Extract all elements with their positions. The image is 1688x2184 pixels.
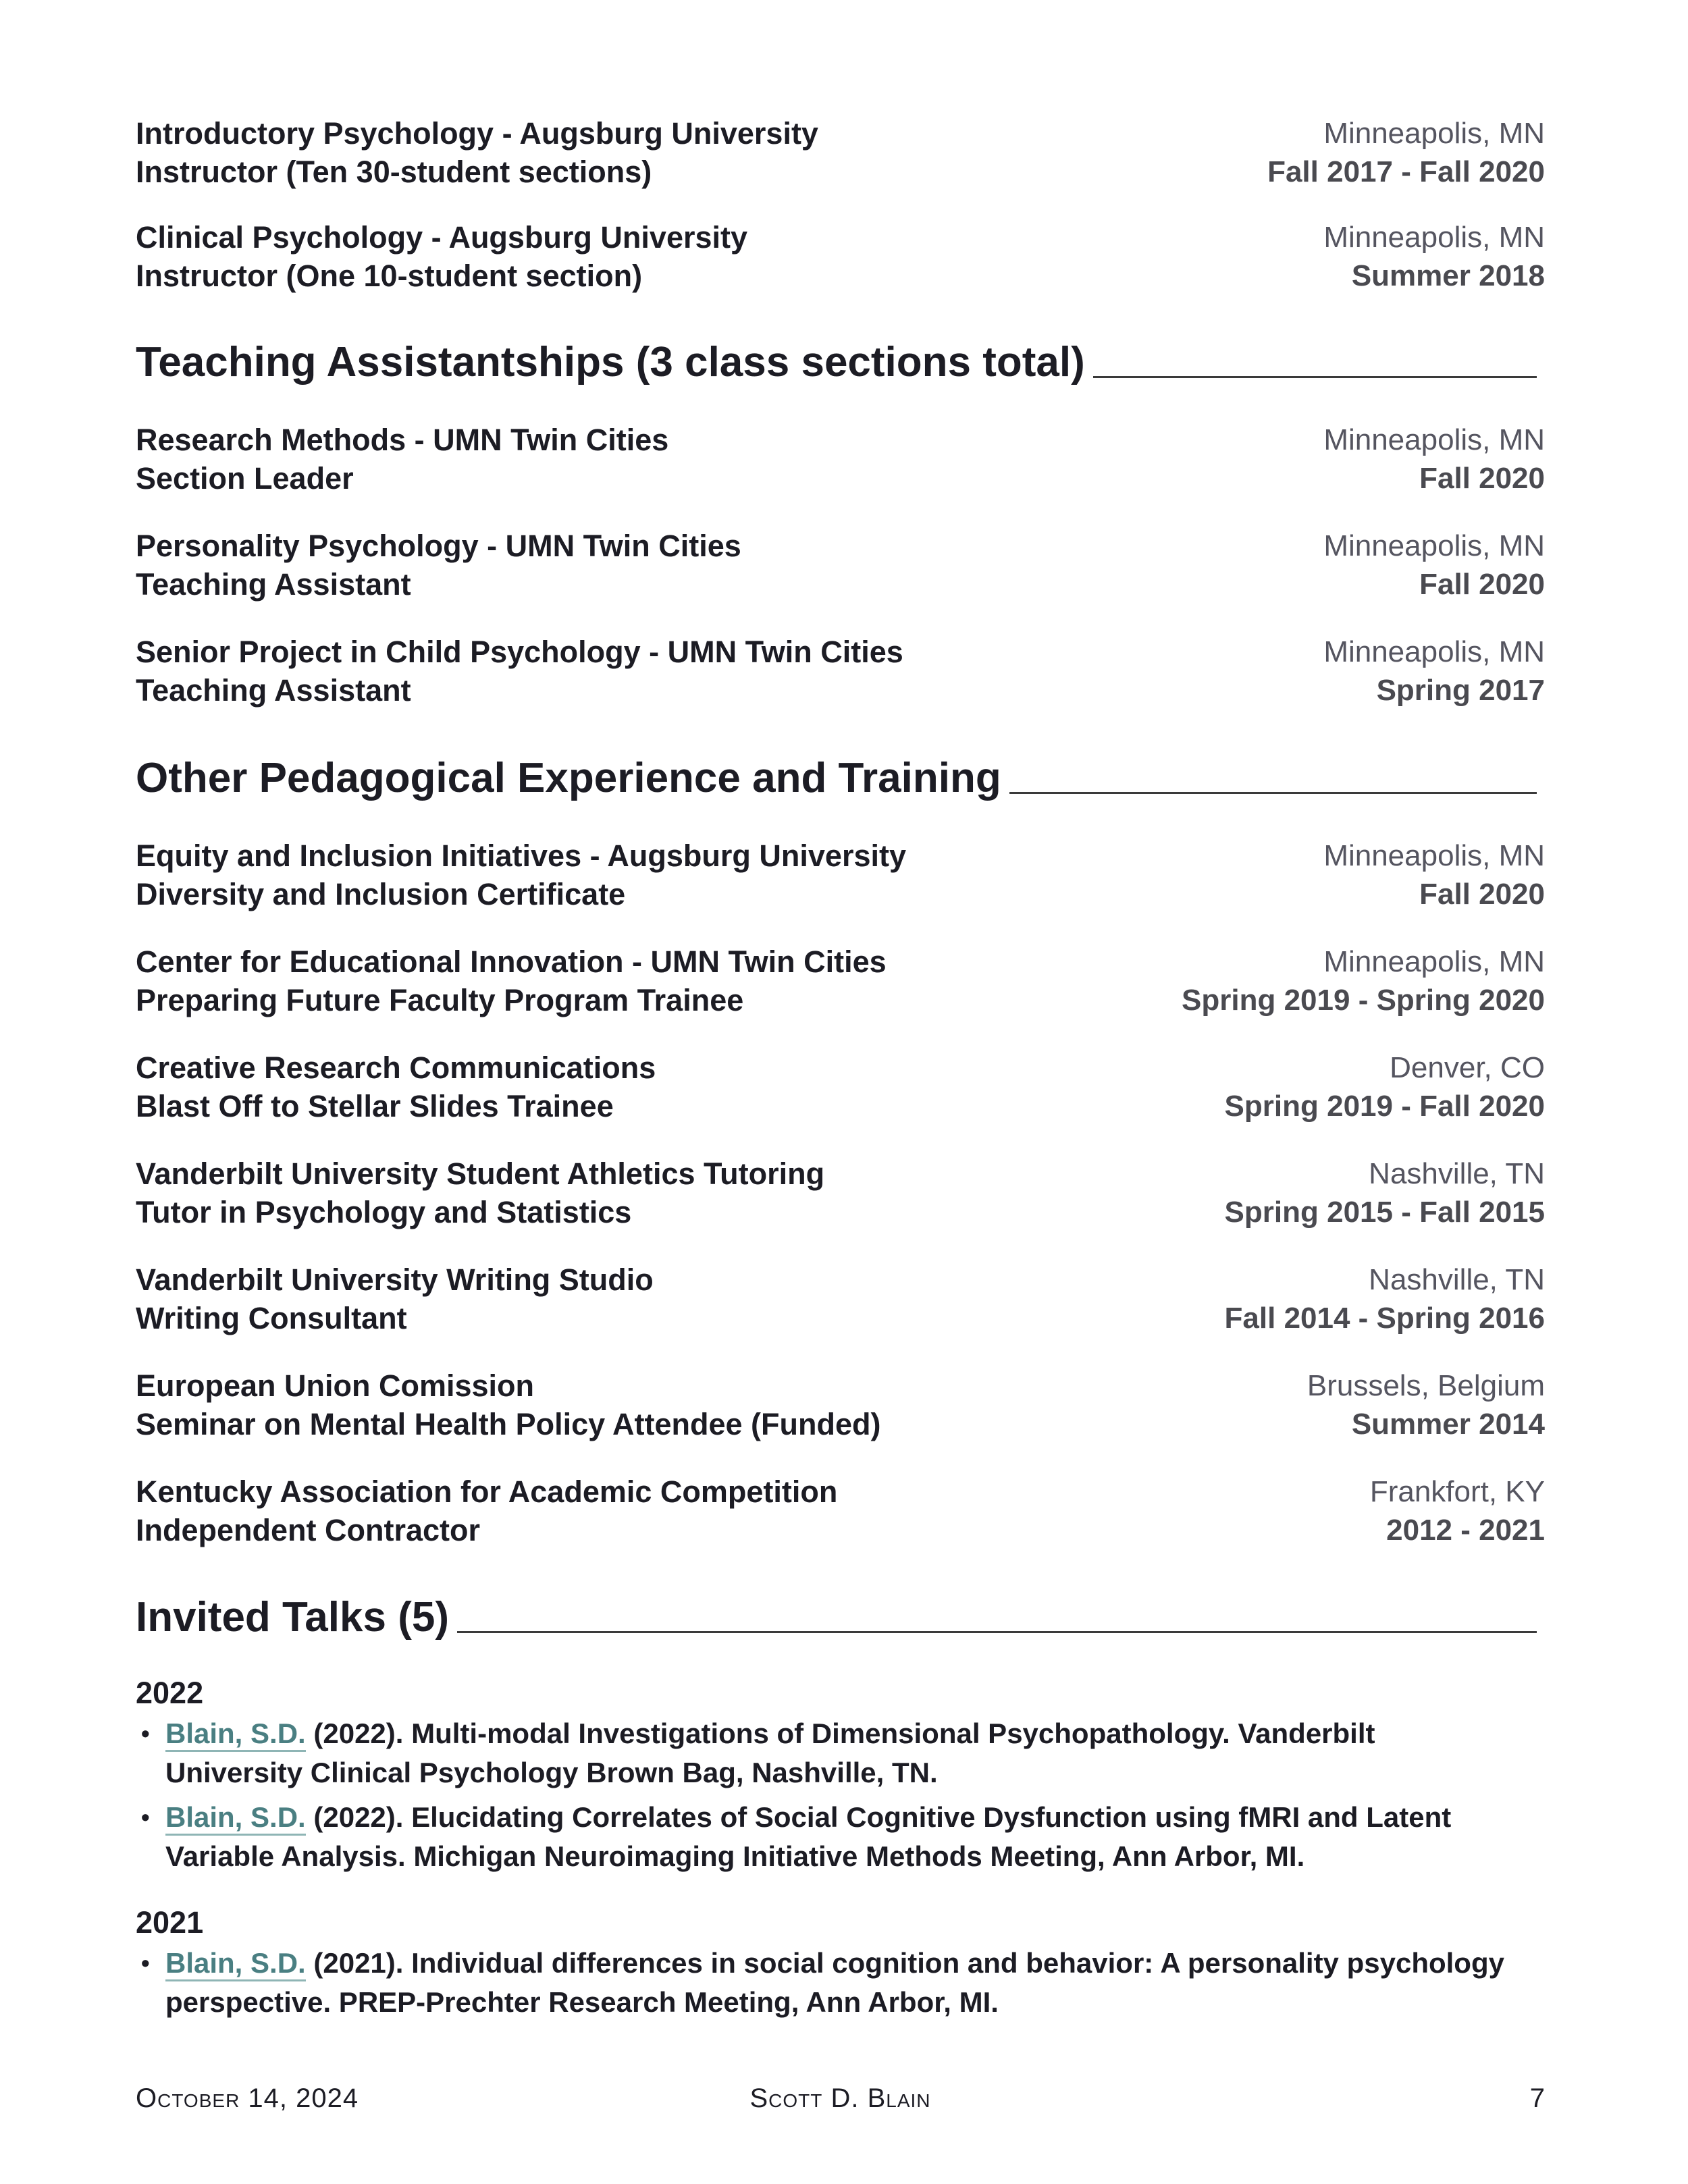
section-rule (1093, 376, 1537, 378)
talk-details: (2022). Elucidating Correlates of Social Cognitive Dysfunction using fMRI and Latent Variable Analysis. Michigan Neuroimaging Initiative Methods Meeting, Ann Arbor, MI. (165, 1801, 1452, 1872)
talk-item (136, 1944, 1506, 2025)
entry-role: Independent Contractor (136, 1513, 481, 1547)
entry-location: Nashville, TN (1369, 1157, 1545, 1190)
author-link[interactable]: Blain, S.D. (165, 1947, 306, 1981)
talk-item (136, 1798, 1506, 1879)
entry-role: Section Leader (136, 461, 354, 496)
assistantship-entry (136, 421, 1545, 502)
entry-title: Center for Educational Innovation - UMN Twin Cities (136, 944, 887, 979)
entry-location: Minneapolis, MN (1323, 945, 1545, 978)
teaching-entry (136, 115, 1545, 196)
entry-date: Summer 2018 (1351, 259, 1545, 292)
entry-date: Fall 2020 (1419, 462, 1545, 495)
year-heading: 2021 (136, 1905, 204, 1940)
assistantship-entry (136, 527, 1545, 608)
entry-role: Instructor (One 10-student section) (136, 259, 643, 293)
page-footer (136, 2078, 1545, 2119)
entry-role: Writing Consultant (136, 1301, 407, 1335)
cv-page (136, 0, 1545, 2184)
entry-location: Minneapolis, MN (1323, 529, 1545, 562)
entry-date: Summer 2014 (1351, 1408, 1545, 1441)
entry-location: Minneapolis, MN (1323, 423, 1545, 456)
entry-title: Senior Project in Child Psychology - UMN Twin Cities (136, 635, 903, 669)
entry-role: Teaching Assistant (136, 673, 411, 708)
entry-location: Minneapolis, MN (1323, 221, 1545, 254)
talk-details: (2021). Individual differences in social cognition and behavior: A personality psychology perspective. PREP-Prechter Research Meeting, Ann Arbor, MI. (165, 1947, 1504, 2018)
talk-text (165, 1798, 1509, 1876)
entry-title: Vanderbilt University Writing Studio (136, 1262, 654, 1297)
entry-role: Tutor in Psychology and Statistics (136, 1195, 632, 1229)
pedagogical-entry (136, 837, 1545, 918)
bullet: • (141, 1803, 150, 1831)
author-link[interactable]: Blain, S.D. (165, 1801, 306, 1836)
section-header-talks (136, 1590, 1537, 1644)
entry-role: Teaching Assistant (136, 567, 411, 602)
entry-date: Spring 2015 - Fall 2015 (1224, 1196, 1545, 1229)
entry-date: Fall 2020 (1419, 878, 1545, 911)
entry-location: Brussels, Belgium (1307, 1369, 1545, 1402)
entry-date: Fall 2020 (1419, 568, 1545, 601)
entry-role: Blast Off to Stellar Slides Trainee (136, 1089, 614, 1123)
entry-location: Frankfort, KY (1369, 1475, 1545, 1508)
entry-location: Nashville, TN (1369, 1263, 1545, 1296)
entry-title: Equity and Inclusion Initiatives - Augsburg University (136, 838, 906, 873)
section-rule (457, 1631, 1537, 1633)
section-title: Other Pedagogical Experience and Training (136, 755, 1001, 801)
page-number: 7 (1529, 2083, 1545, 2113)
year-heading: 2022 (136, 1676, 204, 1710)
entry-date: Fall 2014 - Spring 2016 (1224, 1302, 1545, 1335)
author-link[interactable]: Blain, S.D. (165, 1717, 306, 1752)
entry-date: Spring 2019 - Fall 2020 (1224, 1090, 1545, 1123)
entry-title: Kentucky Association for Academic Competition (136, 1474, 838, 1509)
entry-role: Preparing Future Faculty Program Trainee (136, 983, 744, 1017)
entry-date: Spring 2017 (1376, 674, 1545, 707)
entry-title: Personality Psychology - UMN Twin Cities (136, 529, 741, 563)
bullet: • (141, 1949, 150, 1977)
talk-text (165, 1714, 1509, 1792)
entry-title: Creative Research Communications (136, 1050, 656, 1085)
entry-location: Minneapolis, MN (1323, 839, 1545, 872)
pedagogical-entry (136, 1367, 1545, 1448)
section-header-assistantships (136, 335, 1537, 389)
bullet: • (141, 1720, 150, 1747)
section-rule (1009, 792, 1537, 794)
entry-title: Introductory Psychology - Augsburg University (136, 116, 818, 151)
pedagogical-entry (136, 1155, 1545, 1236)
entry-title: Research Methods - UMN Twin Cities (136, 423, 669, 457)
entry-title: Clinical Psychology - Augsburg University (136, 220, 748, 255)
footer-name: Scott D. Blain (749, 2083, 931, 2113)
section-title: Teaching Assistantships (3 class sections total) (136, 339, 1085, 385)
talk-details: (2022). Multi-modal Investigations of Dimensional Psychopathology. Vanderbilt University Clinical Psychology Brown Bag, Nashville, TN. (165, 1717, 1375, 1788)
pedagogical-entry (136, 1049, 1545, 1130)
entry-location: Minneapolis, MN (1323, 635, 1545, 668)
entry-location: Denver, CO (1390, 1051, 1545, 1084)
entry-role: Diversity and Inclusion Certificate (136, 877, 626, 911)
entry-date: Spring 2019 - Spring 2020 (1182, 984, 1545, 1017)
pedagogical-entry (136, 1261, 1545, 1342)
talk-item (136, 1714, 1506, 1795)
section-header-pedagogical (136, 751, 1537, 805)
talk-text (165, 1944, 1509, 2022)
entry-title: European Union Comission (136, 1368, 535, 1403)
entry-date: Fall 2017 - Fall 2020 (1267, 155, 1545, 188)
pedagogical-entry (136, 943, 1545, 1024)
entry-title: Vanderbilt University Student Athletics Tutoring (136, 1156, 825, 1191)
section-title: Invited Talks (5) (136, 1594, 449, 1641)
entry-location: Minneapolis, MN (1323, 117, 1545, 150)
footer-date: October 14, 2024 (136, 2083, 359, 2113)
entry-role: Instructor (Ten 30-student sections) (136, 155, 652, 189)
entry-role: Seminar on Mental Health Policy Attendee (Funded) (136, 1407, 881, 1441)
assistantship-entry (136, 633, 1545, 714)
entry-date: 2012 - 2021 (1386, 1514, 1545, 1547)
teaching-entry (136, 219, 1545, 300)
pedagogical-entry (136, 1473, 1545, 1554)
